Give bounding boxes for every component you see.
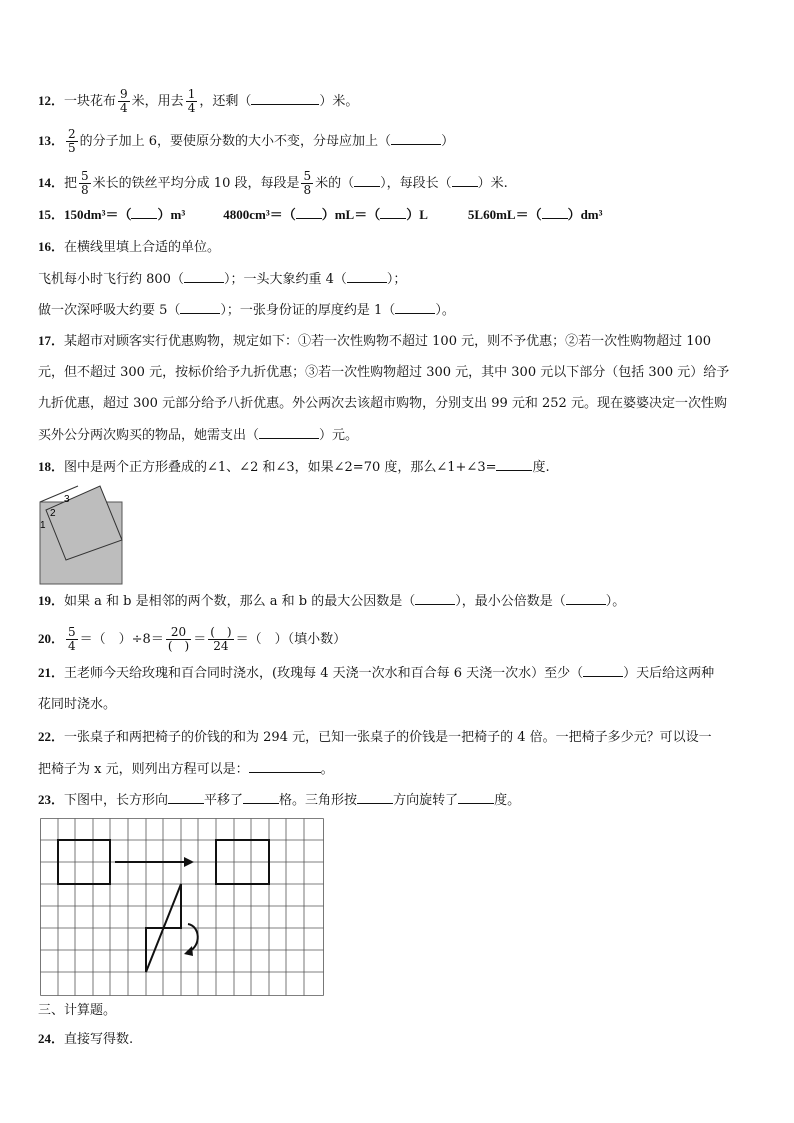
text: ）。: [435, 303, 455, 318]
fraction: [66, 128, 78, 155]
angle-label-3: 3: [64, 494, 70, 505]
denominator: 4: [187, 101, 196, 115]
text: 下图中，长方形向: [64, 793, 169, 808]
answer-blank[interactable]: [168, 791, 204, 804]
text: 元，但不超过 300 元，按标价给予九折优惠；③若一次性购物超过 300 元，其中 300 元以下部分（包括 300 元）给予: [38, 365, 730, 380]
question-13: [38, 128, 454, 155]
text: 度。: [494, 793, 521, 808]
text: 九折优惠，超过 300 元部分给予八折优惠。外公两次去该超市购物，分别支出 99 元和 252 元。现在婆婆决定一次性购: [38, 396, 727, 411]
text: 做一次深呼吸大约要 5（: [38, 303, 181, 318]
numerator: 1: [187, 87, 196, 101]
answer-blank[interactable]: [496, 458, 532, 471]
fraction: [166, 626, 191, 653]
text: 150dm³＝（: [64, 207, 132, 222]
question-number: 20．: [38, 631, 65, 646]
numerator: 5: [303, 169, 312, 183]
question-19: [38, 592, 625, 611]
text: 把椅子为 x 元，则列出方程可以是：: [38, 762, 249, 777]
text: 平移了: [204, 793, 244, 808]
question-number: 17．: [38, 333, 65, 348]
grid-figure: [40, 818, 326, 998]
denominator: 4: [68, 639, 76, 653]
answer-blank[interactable]: [380, 206, 406, 219]
fraction: [186, 88, 198, 115]
text: 米长的铁丝平均分成 10 段，每段是: [92, 176, 300, 191]
text: 三、计算题。: [38, 1003, 117, 1018]
answer-blank[interactable]: [566, 592, 606, 605]
question-number: 19．: [38, 593, 65, 608]
answer-blank[interactable]: [395, 301, 435, 314]
answer-blank[interactable]: [184, 270, 224, 283]
text: ）；: [386, 272, 407, 287]
text: ＝: [193, 632, 207, 647]
question-number: 15．: [38, 207, 65, 222]
answer-blank[interactable]: [583, 664, 623, 677]
text: 5L60mL＝（: [467, 207, 542, 222]
answer-blank[interactable]: [357, 791, 393, 804]
denominator: 4: [120, 101, 128, 115]
question-number: 23．: [38, 792, 65, 807]
numerator: ( ): [210, 625, 232, 639]
question-17-line-4: [38, 426, 358, 445]
question-14: [38, 170, 508, 197]
answer-blank[interactable]: [542, 206, 568, 219]
text: 在横线里填上合适的单位。: [64, 240, 221, 255]
question-16: [38, 238, 220, 257]
text: ，还剩（: [199, 94, 252, 109]
question-21-line-1: [38, 664, 714, 683]
text: 某超市对顾客实行优惠购物，规定如下：①若一次性购物不超过 100 元，则不予优惠；②若一次性购物超过 100: [64, 334, 712, 349]
question-number: 12．: [38, 93, 65, 108]
text: 买外公分两次购买的物品，她需支出（: [38, 428, 260, 443]
question-21-line-2: [38, 696, 116, 714]
answer-blank[interactable]: [251, 92, 319, 105]
rotation-arrowhead-icon: [184, 946, 193, 956]
answer-blank[interactable]: [415, 592, 455, 605]
answer-blank[interactable]: [259, 426, 319, 439]
question-number: 22．: [38, 729, 65, 744]
fraction: [301, 170, 313, 197]
text: 如果 a 和 b 是相邻的两个数，那么 a 和 b 的最大公因数是（: [64, 594, 416, 609]
question-17-line-2: [38, 364, 729, 382]
text: ）米.: [477, 176, 508, 191]
question-16-line-2: [38, 301, 455, 320]
triangle-shape: [146, 884, 181, 972]
numerator: 2: [68, 127, 76, 141]
text: 。: [320, 762, 334, 777]
question-number: 18．: [38, 459, 65, 474]
question-number: 16．: [38, 239, 65, 254]
text: ）；一头大象约重 4（: [223, 272, 347, 287]
numerator: 9: [120, 87, 128, 101]
denominator: 8: [303, 183, 312, 197]
question-20: [38, 626, 346, 653]
question-22-line-2: [38, 760, 334, 779]
answer-blank[interactable]: [354, 174, 380, 187]
denominator: 5: [68, 141, 76, 155]
fraction: [79, 170, 91, 197]
text: ）m³: [157, 207, 186, 222]
angle-label-2: 2: [50, 508, 56, 519]
question-24: [38, 1030, 133, 1049]
answer-blank[interactable]: [452, 174, 478, 187]
question-number: 14．: [38, 175, 65, 190]
question-number: 21．: [38, 665, 65, 680]
denominator: ( ): [167, 639, 190, 653]
question-17-line-3: [38, 395, 727, 413]
answer-blank[interactable]: [458, 791, 494, 804]
answer-blank[interactable]: [243, 791, 279, 804]
text: 一张桌子和两把椅子的价钱的和为 294 元，已知一张桌子的价钱是一把椅子的 4 倍。一把椅子多少元？可以设一: [64, 730, 712, 745]
text: ）dm³: [567, 207, 603, 222]
text: ）元。: [319, 428, 359, 443]
text: ），最小公倍数是（: [455, 594, 566, 609]
text: 米，用去: [131, 94, 184, 109]
answer-blank[interactable]: [249, 760, 321, 773]
text: 4800cm³＝（: [223, 207, 296, 222]
text: 的分子加上 6，要使原分数的大小不变，分母应加上（: [79, 134, 392, 149]
text: ）米。: [319, 94, 359, 109]
answer-blank[interactable]: [391, 132, 441, 145]
text: ）: [441, 134, 455, 149]
text: 米的（: [315, 176, 355, 191]
text: ）L: [406, 207, 428, 222]
text: 花同时浇水。: [38, 697, 117, 712]
answer-blank[interactable]: [296, 206, 322, 219]
answer-blank[interactable]: [180, 301, 220, 314]
text: 直接写得数.: [64, 1032, 134, 1047]
question-18: [38, 458, 550, 477]
denominator: 24: [213, 639, 229, 653]
numerator: 20: [166, 626, 191, 640]
denominator: 8: [81, 183, 89, 197]
text: 格。三角形按: [279, 793, 358, 808]
question-23: [38, 791, 520, 810]
text: 王老师今天给玫瑰和百合同时浇水，(玫瑰每 4 天浇一次水和百合每 6 天浇一次水）至少（: [64, 666, 584, 681]
question-16-line-1: [38, 270, 406, 289]
question-number: 24．: [38, 1031, 65, 1046]
text: 把: [64, 176, 78, 191]
text: ）。: [605, 594, 626, 609]
question-15: [38, 206, 603, 224]
answer-blank[interactable]: [347, 270, 387, 283]
numerator: 5: [68, 625, 76, 639]
text: 方向旋转了: [393, 793, 459, 808]
question-number: 13．: [38, 133, 65, 148]
overlapping-squares-figure: [38, 482, 126, 586]
text: 飞机每小时飞行约 800（: [38, 272, 184, 287]
text: ＝（ ）（填小数）: [235, 632, 347, 647]
question-12: [38, 88, 358, 115]
fraction: [66, 626, 78, 653]
text: ）mL＝（: [321, 207, 381, 222]
fraction: [118, 88, 130, 115]
text: 一块花布: [64, 94, 117, 109]
text: ＝（ ）÷8＝: [79, 632, 164, 647]
text: ），每段长（: [380, 176, 452, 191]
numerator: 5: [81, 169, 89, 183]
text: ）天后给这两种: [623, 666, 715, 681]
angle-label-1: 1: [40, 520, 46, 531]
fraction: [208, 626, 233, 653]
section-3-heading: [38, 1002, 116, 1020]
answer-blank[interactable]: [131, 206, 157, 219]
text: 图中是两个正方形叠成的∠1、∠2 和∠3，如果∠2=70 度，那么∠1+∠3=: [64, 460, 497, 475]
question-17-line-1: [38, 332, 711, 351]
text: ）；一张身份证的厚度约是 1（: [220, 303, 396, 318]
text: 度.: [532, 460, 550, 475]
question-22-line-1: [38, 728, 712, 747]
arrowhead-icon: [184, 857, 194, 867]
